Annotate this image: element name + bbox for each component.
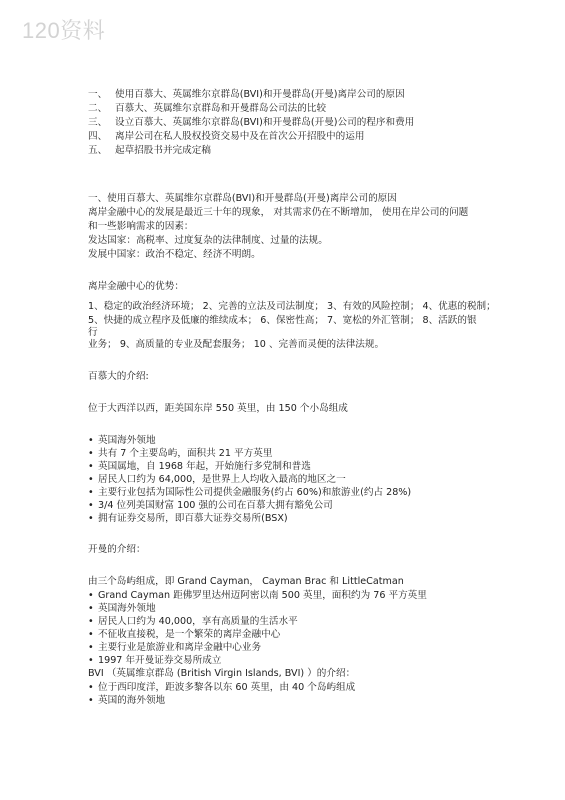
toc-item <box>88 144 488 158</box>
toc-number: 三、 <box>88 117 108 128</box>
bermuda-bullet-list <box>88 434 488 525</box>
toc-number: 四、 <box>88 131 108 142</box>
toc-item <box>88 116 488 130</box>
list-item: • 英国的海外领地 <box>88 694 488 707</box>
list-item: • Grand Cayman 距佛罗里达州迈阿密以南 500 英里，面积约为 76 平方英里 <box>88 589 488 602</box>
developed-countries-text: 发达国家：高税率、过度复杂的法律制度、过量的法规。 <box>88 235 328 246</box>
list-item: • 主要行业包括为国际性公司提供金融服务(约占 60%)和旅游业(约占 28%) <box>88 486 488 499</box>
list-item: • 不征收直接税，是一个繁荣的离岸金融中心 <box>88 628 488 641</box>
toc-number: 五、 <box>88 145 108 156</box>
toc-text: 百慕大、英属维尔京群岛和开曼群岛公司法的比较 <box>115 103 327 114</box>
bermuda-section <box>88 370 488 525</box>
bvi-bullet-list <box>88 681 488 707</box>
toc-item <box>88 130 488 144</box>
toc-number: 一、 <box>88 89 108 100</box>
watermark-logo: 120资料 <box>22 18 106 43</box>
advantages-line: 行 <box>88 327 98 338</box>
bvi-heading: BVI （英属维京群岛 (British Virgin Islands, BVI) ）的介绍： <box>88 668 356 679</box>
toc-text: 使用百慕大、英属维尔京群岛(BVI)和开曼群岛(开曼)离岸公司的原因 <box>115 89 405 100</box>
list-item: • 拥有证券交易所，即百慕大证券交易所(BSX) <box>88 512 488 525</box>
cayman-composition: 由三个岛屿组成，即 Grand Cayman， Cayman Brac 和 LittleCatman <box>88 576 404 587</box>
toc-number: 二、 <box>88 103 108 114</box>
toc-text: 起草招股书并完成定稿 <box>115 145 211 156</box>
section-heading: 一、使用百慕大、英属维尔京群岛(BVI)和开曼群岛(开曼)离岸公司的原因 <box>88 193 397 204</box>
advantages-line: 业务； 9、高质量的专业及配套服务； 10 、完善而灵便的法律法规。 <box>88 339 385 350</box>
advantages-line: 1、稳定的政治经济环境； 2、完善的立法及司法制度； 3、有效的风险控制； 4、优惠的税制； <box>88 301 496 312</box>
list-item: • 英国属地，自 1968 年起，开始施行多党制和普选 <box>88 460 488 473</box>
list-item: • 居民人口约为 40,000，享有高质量的生活水平 <box>88 615 488 628</box>
cayman-section <box>88 543 488 667</box>
section-one <box>88 192 488 262</box>
list-item: • 共有 7 个主要岛屿，面积共 21 平方英里 <box>88 447 488 460</box>
list-item: • 位于西印度洋，距波多黎各以东 60 英里，由 40 个岛屿组成 <box>88 681 488 694</box>
list-item: • 主要行业是旅游业和离岸金融中心业务 <box>88 641 488 654</box>
toc-item <box>88 88 488 102</box>
list-item: • 居民人口约为 64,000，是世界上人均收入最高的地区之一 <box>88 473 488 486</box>
intro-paragraph: 离岸金融中心的发展是最近三十年的现象， 对其需求仍在不断增加， 使用在岸公司的问题 <box>88 207 469 218</box>
developing-countries-text: 发展中国家：政治不稳定、经济不明朗。 <box>88 249 261 260</box>
list-item: • 3/4 位列美国财富 100 强的公司在百慕大拥有豁免公司 <box>88 499 488 512</box>
advantages-line: 5、快捷的成立程序及低廉的维续成本； 6、保密性高； 7、宽松的外汇管制； 8、活跃的银 <box>88 315 477 326</box>
toc-text: 离岸公司在私人股权投资交易中及在首次公开招股中的运用 <box>115 131 365 142</box>
bermuda-location: 位于大西洋以西，距美国东岸 550 英里，由 150 个小岛组成 <box>88 403 348 414</box>
advantages-heading: 离岸金融中心的优势： <box>88 281 184 292</box>
document-page <box>88 88 496 707</box>
toc-item <box>88 102 488 116</box>
advantages-section <box>88 280 496 352</box>
bermuda-heading: 百慕大的介绍: <box>88 371 149 382</box>
list-item: • 1997 年开曼证券交易所成立 <box>88 654 488 667</box>
list-item: • 英国海外领地 <box>88 434 488 447</box>
bvi-section <box>88 667 488 707</box>
cayman-bullet-list <box>88 589 488 667</box>
list-item: • 英国海外领地 <box>88 602 488 615</box>
table-of-contents <box>88 88 488 158</box>
cayman-heading: 开曼的介绍： <box>88 544 146 555</box>
intro-paragraph-cont: 和一些影响需求的因素： <box>88 221 194 232</box>
toc-text: 设立百慕大、英属维尔京群岛(BVI)和开曼群岛(开曼)公司的程序和费用 <box>115 117 415 128</box>
